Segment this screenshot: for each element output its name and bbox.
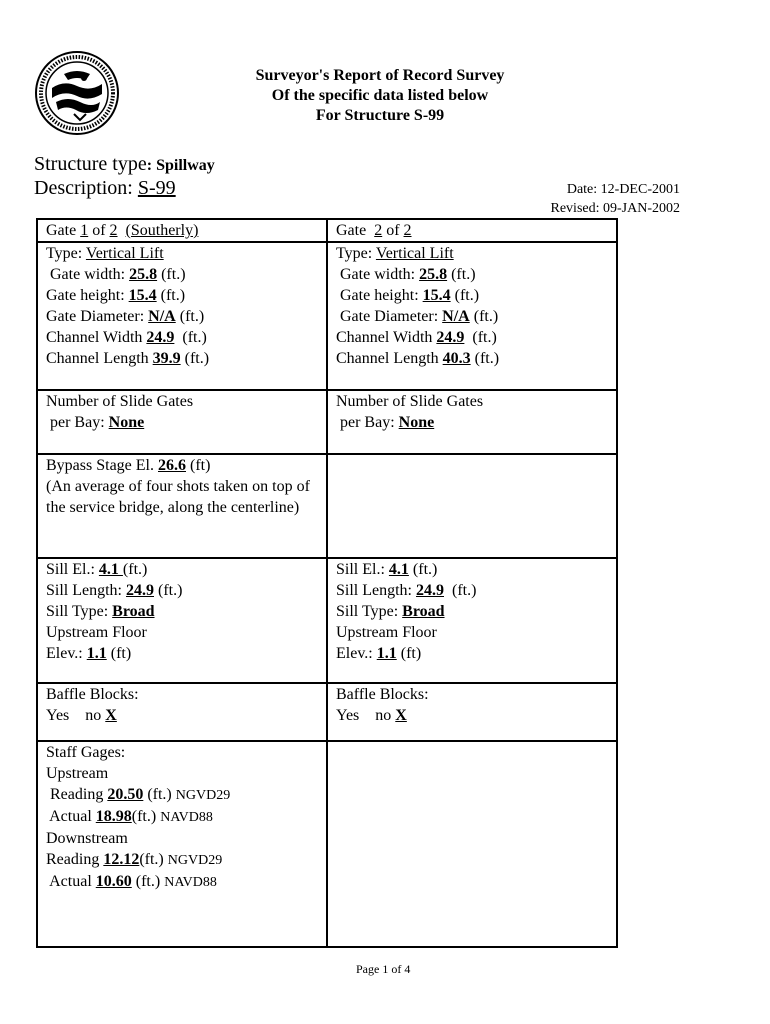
gate-1-channel-length-label: Channel Length bbox=[46, 350, 153, 367]
gate-1-height-value: 15.4 bbox=[128, 287, 157, 304]
baffle-blocks-row bbox=[37, 683, 617, 741]
dn-reading-datum: NGVD29 bbox=[167, 853, 223, 868]
gate-2-baffle bbox=[327, 683, 617, 741]
gate-1-channel-width-value: 24.9 bbox=[146, 329, 175, 346]
gate-2-staff-gages-empty bbox=[327, 741, 617, 947]
gate-2-sill bbox=[327, 558, 617, 683]
gate-1-sill-type-value: Broad bbox=[112, 603, 155, 620]
gate-1-of: of bbox=[88, 222, 110, 239]
gate-1-sill-length-label: Sill Length: bbox=[46, 582, 126, 599]
gate-2-baffle-no: no bbox=[375, 707, 396, 724]
staff-downstream-label: Downstream bbox=[46, 830, 128, 847]
gate-1-channel-length-value: 39.9 bbox=[152, 350, 181, 367]
dn-reading-value: 12.12 bbox=[103, 851, 140, 868]
gate-1-floor-elev-label: Elev.: bbox=[46, 645, 87, 662]
gate-2-sill-length-unit: (ft.) bbox=[444, 582, 477, 599]
gate-header-row bbox=[37, 219, 617, 242]
gate-1-sill-type-label: Sill Type: bbox=[46, 603, 113, 620]
gate-data-table bbox=[36, 218, 618, 948]
gate-2-type-label: Type: bbox=[336, 245, 376, 262]
gate-1-bypass bbox=[37, 454, 327, 558]
gate-1-header bbox=[37, 219, 327, 242]
gate-1-diameter-label: Gate Diameter: bbox=[46, 308, 149, 325]
gate-2-slide-sub: per Bay: bbox=[336, 414, 399, 431]
up-actual-label: Actual bbox=[46, 808, 96, 825]
gate-2-baffle-yes: Yes bbox=[336, 707, 360, 724]
gate-2-diameter-label: Gate Diameter: bbox=[336, 308, 443, 325]
bypass-note: (An average of four shots taken on top of the service bridge, along the centerline) bbox=[46, 478, 310, 516]
dn-actual-value: 10.60 bbox=[95, 873, 132, 890]
gate-2-baffle-label: Baffle Blocks: bbox=[336, 686, 429, 703]
up-actual-datum: NAVD88 bbox=[160, 810, 213, 825]
gate-2-floor-elev-value: 1.1 bbox=[376, 645, 397, 662]
gate-2-header bbox=[327, 219, 617, 242]
dn-reading-unit: (ft.) bbox=[139, 851, 168, 868]
gate-1-slide-gates bbox=[37, 390, 327, 454]
gate-2-number: 2 bbox=[374, 222, 383, 239]
report-title bbox=[180, 66, 580, 126]
gate-1-height-label: Gate height: bbox=[46, 287, 129, 304]
gate-2-channel-length-unit: (ft.) bbox=[470, 350, 500, 367]
gate-1-channel-width-label: Channel Width bbox=[46, 329, 147, 346]
gate-2-sill-type-label: Sill Type: bbox=[336, 603, 403, 620]
gate-2-of: of bbox=[382, 222, 404, 239]
gate-2-dimensions bbox=[327, 242, 617, 390]
gate-2-sill-el-label: Sill El.: bbox=[336, 561, 389, 578]
gate-1-width-unit: (ft.) bbox=[157, 266, 186, 283]
gate-1-channel-length-unit: (ft.) bbox=[180, 350, 210, 367]
gate-1-channel-width-unit: (ft.) bbox=[174, 329, 207, 346]
page-number: Page 1 of 4 bbox=[356, 962, 411, 976]
gate-1-sill bbox=[37, 558, 327, 683]
gate-1-diameter-unit: (ft.) bbox=[175, 308, 205, 325]
gate-2-bypass-empty bbox=[327, 454, 617, 558]
bypass-stage-row bbox=[37, 454, 617, 558]
gate-2-sill-el-unit: (ft.) bbox=[408, 561, 438, 578]
gate-2-channel-length-value: 40.3 bbox=[442, 350, 471, 367]
up-actual-unit: (ft.) bbox=[131, 808, 161, 825]
dn-actual-label: Actual bbox=[46, 873, 96, 890]
gate-1-sep bbox=[118, 222, 126, 239]
gate-1-sill-el-unit: (ft.) bbox=[122, 561, 148, 578]
title-line-2: Of the specific data listed below bbox=[271, 87, 489, 104]
gate-dimensions-row bbox=[37, 242, 617, 390]
gate-1-type-label: Type: bbox=[46, 245, 86, 262]
gate-2-type-value: Vertical Lift bbox=[375, 245, 454, 262]
gate-2-sill-length-label: Sill Length: bbox=[336, 582, 416, 599]
gate-2-slide-value: None bbox=[398, 414, 435, 431]
gate-1-baffle-no: no bbox=[85, 707, 106, 724]
gate-2-floor-elev-unit: (ft) bbox=[396, 645, 422, 662]
gate-1-sill-el-value: 4.1 bbox=[98, 561, 123, 578]
title-line-1: Surveyor's Report of Record Survey bbox=[255, 67, 505, 84]
report-date: Date: 12-DEC-2001 bbox=[566, 182, 680, 197]
gate-2-channel-width-label: Channel Width bbox=[336, 329, 437, 346]
gate-2-height-label: Gate height: bbox=[336, 287, 423, 304]
staff-upstream-label: Upstream bbox=[46, 765, 109, 782]
gate-2-width-label: Gate width: bbox=[336, 266, 420, 283]
gate-2-baffle-mark: X bbox=[395, 707, 407, 724]
gate-2-width-value: 25.8 bbox=[419, 266, 448, 283]
structure-type-value: : Spillway bbox=[146, 157, 215, 174]
gate-1-label: Gate bbox=[46, 222, 81, 239]
title-line-3: For Structure S-99 bbox=[315, 107, 445, 124]
staff-gages-row bbox=[37, 741, 617, 947]
up-reading-value: 20.50 bbox=[107, 786, 144, 803]
bypass-label: Bypass Stage El. bbox=[46, 457, 158, 474]
up-reading-datum: NGVD29 bbox=[175, 788, 231, 803]
gate-1-baffle-mark: X bbox=[105, 707, 117, 724]
gate-2-slide-label: Number of Slide Gates bbox=[336, 393, 484, 410]
gate-2-channel-width-unit: (ft.) bbox=[464, 329, 497, 346]
gate-2-height-value: 15.4 bbox=[422, 287, 451, 304]
gate-2-height-unit: (ft.) bbox=[450, 287, 480, 304]
gate-1-sill-length-unit: (ft.) bbox=[154, 582, 183, 599]
gate-2-diameter-value: N/A bbox=[442, 308, 470, 325]
gate-1-type-value: Vertical Lift bbox=[85, 245, 164, 262]
gate-2-diameter-unit: (ft.) bbox=[469, 308, 499, 325]
up-reading-label: Reading bbox=[46, 786, 108, 803]
gate-2-sill-el-value: 4.1 bbox=[388, 561, 409, 578]
gate-1-sill-el-label: Sill El.: bbox=[46, 561, 99, 578]
gate-1-staff-gages bbox=[37, 741, 327, 947]
gate-1-slide-label: Number of Slide Gates bbox=[46, 393, 194, 410]
gate-2-channel-width-value: 24.9 bbox=[436, 329, 465, 346]
dn-actual-unit: (ft.) bbox=[131, 873, 165, 890]
slide-gates-row bbox=[37, 390, 617, 454]
description-value: S-99 bbox=[137, 177, 176, 199]
bypass-value: 26.6 bbox=[158, 457, 186, 474]
staff-gages-label: Staff Gages: bbox=[46, 744, 126, 761]
gate-1-width-label: Gate width: bbox=[46, 266, 130, 283]
gate-1-height-unit: (ft.) bbox=[156, 287, 186, 304]
gate-2-sill-length-value: 24.9 bbox=[416, 582, 444, 599]
gate-2-label: Gate bbox=[336, 222, 375, 239]
gate-2-total: 2 bbox=[403, 222, 412, 239]
gate-2-width-unit: (ft.) bbox=[447, 266, 476, 283]
gate-1-number: 1 bbox=[80, 222, 89, 239]
bypass-unit: (ft) bbox=[186, 457, 211, 474]
sill-row bbox=[37, 558, 617, 683]
gate-1-note: (Southerly) bbox=[125, 222, 199, 239]
structure-description bbox=[34, 176, 176, 200]
gate-1-floor-elev-value: 1.1 bbox=[86, 645, 107, 662]
gate-1-floor-elev-unit: (ft) bbox=[106, 645, 132, 662]
up-reading-unit: (ft.) bbox=[143, 786, 176, 803]
gate-1-sill-length-value: 24.9 bbox=[126, 582, 154, 599]
gate-2-sill-type-value: Broad bbox=[402, 603, 445, 620]
gate-1-total: 2 bbox=[109, 222, 118, 239]
revised-date: Revised: 09-JAN-2002 bbox=[550, 201, 680, 216]
gate-2-slide-gates bbox=[327, 390, 617, 454]
gate-2-floor-elev-label: Elev.: bbox=[336, 645, 377, 662]
dn-reading-label: Reading bbox=[46, 851, 104, 868]
gate-1-diameter-value: N/A bbox=[148, 308, 176, 325]
gate-1-baffle bbox=[37, 683, 327, 741]
structure-type bbox=[34, 152, 215, 178]
gate-2-floor-label: Upstream Floor bbox=[336, 624, 437, 641]
description-label: Description: bbox=[34, 177, 138, 199]
gate-2-channel-length-label: Channel Length bbox=[336, 350, 443, 367]
gate-1-baffle-label: Baffle Blocks: bbox=[46, 686, 139, 703]
gate-1-baffle-yes: Yes bbox=[46, 707, 70, 724]
gate-1-width-value: 25.8 bbox=[129, 266, 158, 283]
gate-1-slide-sub: per Bay: bbox=[46, 414, 109, 431]
agency-seal-logo bbox=[34, 50, 120, 136]
dn-actual-datum: NAVD88 bbox=[164, 875, 217, 890]
gate-1-floor-label: Upstream Floor bbox=[46, 624, 147, 641]
gate-1-dimensions bbox=[37, 242, 327, 390]
up-actual-value: 18.98 bbox=[95, 808, 132, 825]
gate-1-slide-value: None bbox=[108, 414, 145, 431]
report-dates bbox=[551, 180, 681, 218]
structure-type-label: Structure type bbox=[34, 153, 147, 175]
